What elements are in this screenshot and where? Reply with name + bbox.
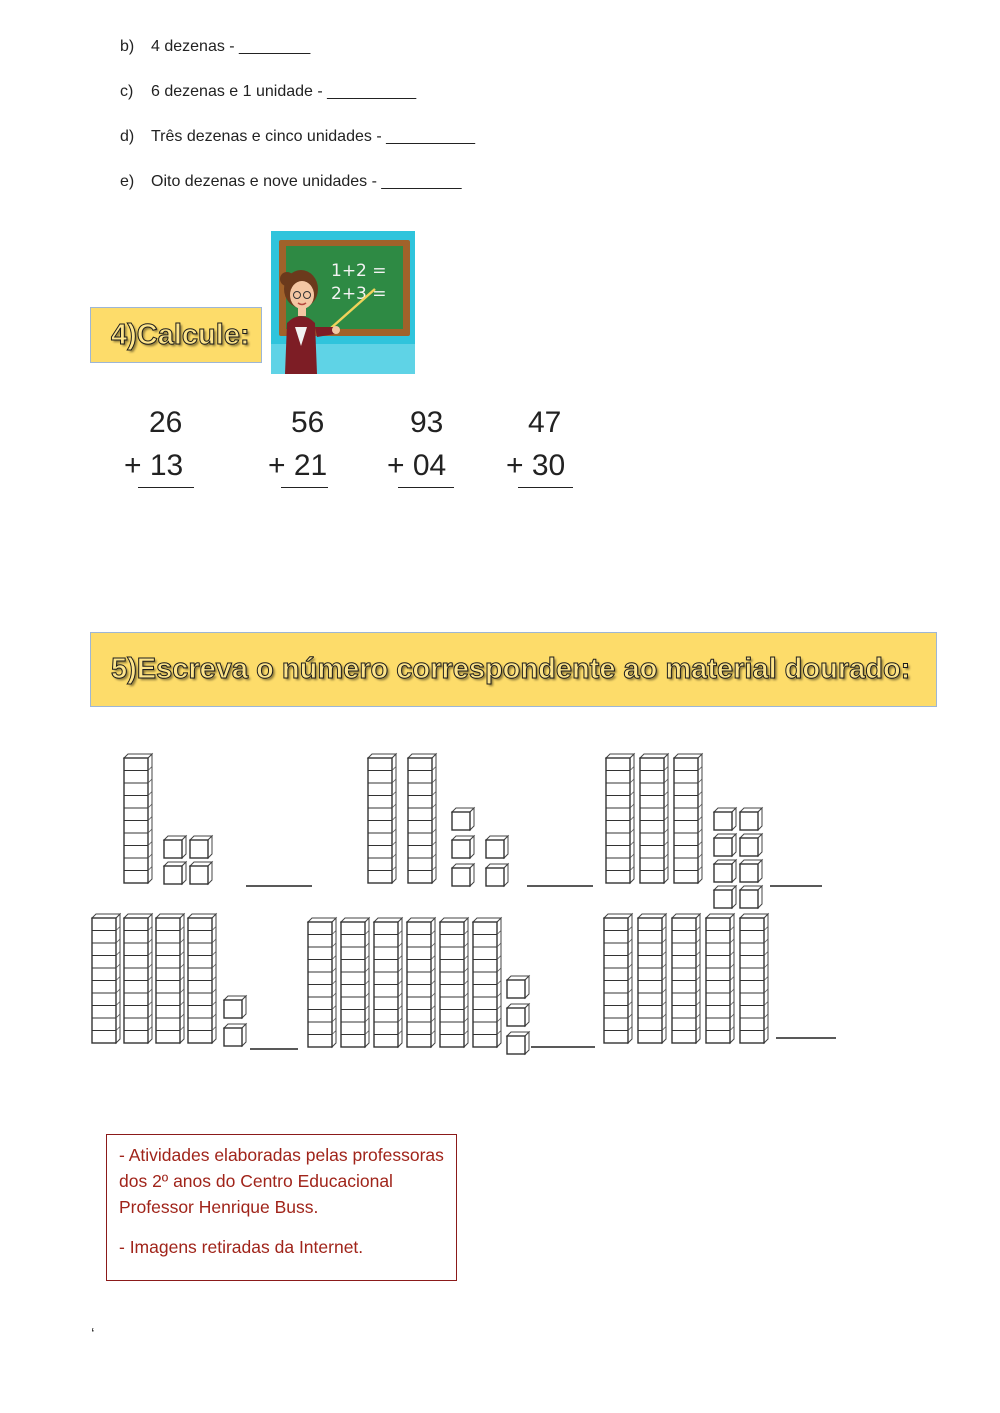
unit-cube-1-1 bbox=[164, 836, 186, 858]
unit-cube-4-1 bbox=[224, 996, 246, 1018]
ten-rod-4-3 bbox=[156, 914, 184, 1043]
ten-rod-5-4 bbox=[407, 918, 435, 1047]
sum-bottom: + 30 bbox=[506, 449, 566, 482]
sum-top: 93 bbox=[410, 406, 444, 439]
ten-rod-3-3 bbox=[674, 754, 702, 883]
ten-rod-6-4 bbox=[706, 914, 734, 1043]
ten-rod-6-5 bbox=[740, 914, 768, 1043]
exercise4-title: 4)Calcule: bbox=[111, 318, 250, 351]
ten-rod-6-1 bbox=[604, 914, 632, 1043]
ten-rod-1-1 bbox=[124, 754, 152, 883]
ten-rod-3-1 bbox=[606, 754, 634, 883]
ten-rod-2-2 bbox=[408, 754, 436, 883]
exercise5-title: 5)Escreva o número correspondente ao material dourado: bbox=[111, 653, 911, 685]
unit-cube-3-7 bbox=[714, 886, 736, 908]
unit-cube-1-3 bbox=[164, 862, 186, 884]
sum-top: 26 bbox=[149, 406, 183, 439]
item-text: 6 dezenas e 1 unidade - __________ bbox=[151, 83, 417, 100]
ten-rod-4-4 bbox=[188, 914, 216, 1043]
item-label: c) bbox=[120, 83, 134, 100]
unit-cube-3-2 bbox=[740, 808, 762, 830]
ten-rod-4-2 bbox=[124, 914, 152, 1043]
unit-cube-2-2 bbox=[452, 836, 474, 858]
unit-cube-2-1 bbox=[452, 808, 474, 830]
item-text: 4 dezenas - ________ bbox=[151, 38, 311, 55]
item-label: d) bbox=[120, 128, 135, 145]
unit-cube-5-1 bbox=[507, 976, 529, 998]
ten-rod-4-1 bbox=[92, 914, 120, 1043]
item-text: Três dezenas e cinco unidades - __________ bbox=[151, 128, 476, 145]
ten-rod-5-2 bbox=[341, 918, 369, 1047]
unit-cube-5-2 bbox=[507, 1004, 529, 1026]
sum-top: 47 bbox=[528, 406, 562, 439]
unit-cube-3-6 bbox=[740, 860, 762, 882]
item-label: b) bbox=[120, 38, 135, 55]
ten-rod-6-3 bbox=[672, 914, 700, 1043]
credits-box bbox=[106, 1134, 457, 1281]
unit-cube-3-5 bbox=[714, 860, 736, 882]
unit-cube-1-2 bbox=[190, 836, 212, 858]
item-text: Oito dezenas e nove unidades - _________ bbox=[151, 173, 462, 190]
unit-cube-3-4 bbox=[740, 834, 762, 856]
unit-cube-2-4 bbox=[452, 864, 474, 886]
ten-rod-5-5 bbox=[440, 918, 468, 1047]
ten-rod-6-2 bbox=[638, 914, 666, 1043]
unit-cube-4-2 bbox=[224, 1024, 246, 1046]
item-label: e) bbox=[120, 173, 135, 190]
sum-bottom: + 21 bbox=[268, 449, 328, 482]
ten-rod-5-1 bbox=[308, 918, 336, 1047]
board-line-2: 2+3 = bbox=[331, 284, 387, 304]
ten-rod-3-2 bbox=[640, 754, 668, 883]
unit-cube-3-3 bbox=[714, 834, 736, 856]
sum-top: 56 bbox=[291, 406, 325, 439]
unit-cube-1-4 bbox=[190, 862, 212, 884]
ten-rod-5-6 bbox=[473, 918, 501, 1047]
ten-rod-2-1 bbox=[368, 754, 396, 883]
unit-cube-5-3 bbox=[507, 1032, 529, 1054]
credits-line-2: - Imagens retiradas da Internet. bbox=[119, 1237, 364, 1257]
board-line-1: 1+2 = bbox=[331, 261, 387, 281]
sum-bottom: + 04 bbox=[387, 449, 447, 482]
unit-cube-3-1 bbox=[714, 808, 736, 830]
unit-cube-2-3 bbox=[486, 836, 508, 858]
credits-line-1: - Atividades elaboradas pelas professoras dos 2º anos do Centro Educacional Professor Henrique Buss. bbox=[119, 1145, 444, 1217]
ten-rod-5-3 bbox=[374, 918, 402, 1047]
sum-bottom: + 13 bbox=[124, 449, 184, 482]
unit-cube-2-5 bbox=[486, 864, 508, 886]
footer-mark: ‘ bbox=[91, 1326, 95, 1343]
unit-cube-3-8 bbox=[740, 886, 762, 908]
